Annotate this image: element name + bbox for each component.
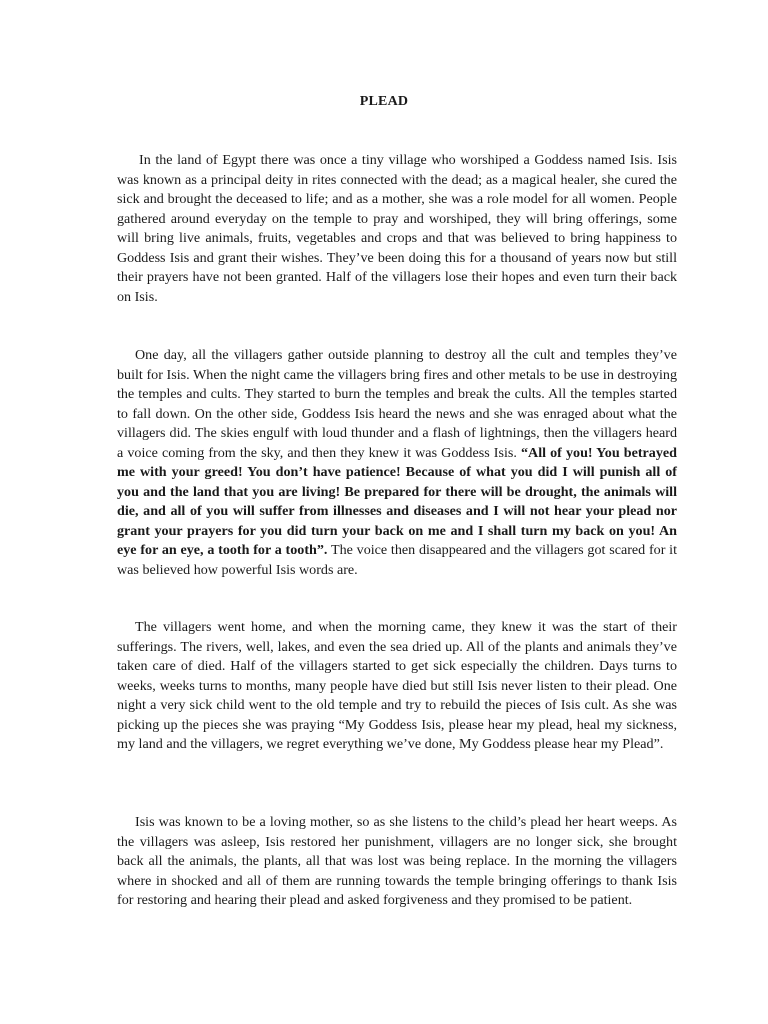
paragraph-3: The villagers went home, and when the morning came, they knew it was the start of their sufferings. The rivers, well, lakes, and even the sea dried up. All of the plants and animals they’ve taken care of died. Half of the villagers started to get sick especially the children. Days turns to weeks, weeks turns to months, many people have died but still Isis never listen to their plead. One night a very sick child went to the old temple and try to rebuild the pieces of Isis cult. As she was picking up the pieces she was praying “My Goddess Isis, please hear my plead, heal my sickness, my land and the villagers, we regret everything we’ve done, My Goddess please hear my Plead”.	[117, 619, 677, 752]
paragraph-2-text-before: One day, all the villagers gather outside planning to destroy all the cult and temples they’ve built for Isis. When the night came the villagers bring fires and other metals to be use in destroying the temples and cults. They started to burn the temples and break the cults. All the temples started to fall down. On the other side, Goddess Isis heard the news and she was enraged about what the villagers did. The skies engulf with loud thunder and a flash of lightnings, then the villagers heard a voice coming from the sky, and then they knew it was Goddess Isis.	[117, 347, 677, 461]
paragraph-2	[117, 346, 677, 580]
document-title: PLEAD	[359, 94, 409, 109]
paragraph-1: In the land of Egypt there was once a tiny village who worshiped a Goddess named Isis. Isis was known as a principal deity in rites connected with the dead; as a magical healer, she cured the sick and brought the deceased to life; and as a mother, she was a role model for all women. People gathered around everyday on the temple to pray and worshiped, they will bring offerings, some will bring live animals, fruits, vegetables and crops and that was believed to bring happiness to Goddess Isis and grant their wishes. They’ve been doing this for a thousand of years now but still their prayers have not been granted. Half of the villagers lose their hopes and even turn their back on Isis.	[117, 152, 677, 305]
isis-speech-bold: “All of you! You betrayed me with your greed! You don’t have patience! Because of what you did I will punish all of you and the land that you are living! Be prepared for there will be drought, the animals will die, and all of you will suffer from illnesses and diseases and I will not hear your plead nor grant your prayers for you did turn your back on me and I shall turn my back on you! An eye for an eye, a tooth for a tooth”.	[117, 444, 677, 558]
paragraph-4: Isis was known to be a loving mother, so as she listens to the child’s plead her heart weeps. As the villagers was asleep, Isis restored her punishment, villagers are no longer sick, she brought back all the animals, the plants, all that was lost was being replace. In the morning the villagers where in shocked and all of them are running towards the temple bringing offerings to thank Isis for restoring and hearing their plead and asked forgiveness and they promised to be patient.	[117, 814, 677, 908]
paragraph-2-text-after: The voice then disappeared and the villagers got scared for it was believed how powerful Isis words are.	[117, 542, 677, 578]
